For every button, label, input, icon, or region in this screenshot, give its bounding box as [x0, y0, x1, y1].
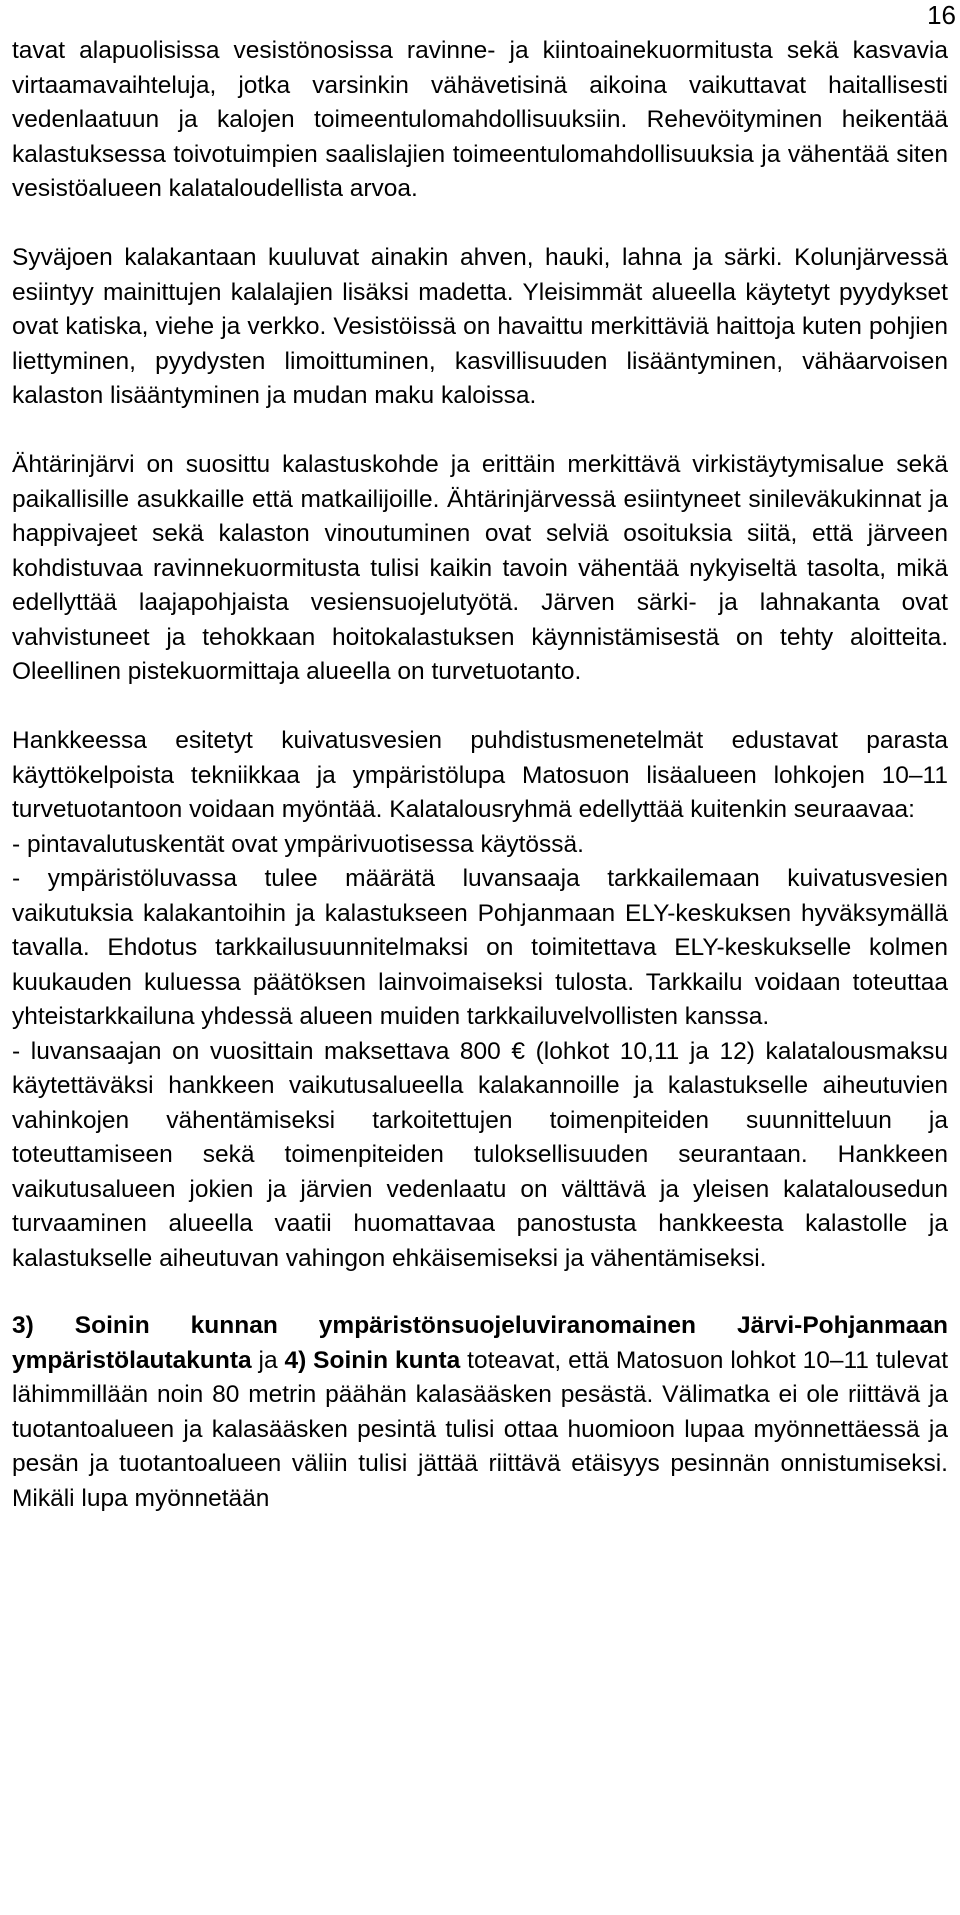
authority-bold-1: 3) Soinin kunnan ympäristönsuojeluviranomainen Järvi-Pohjanmaan ympäristölautakunta [12, 1312, 948, 1374]
paragraph-ahtarinjarvi: Ähtärinjärvi on suosittu kalastuskohde ja erittäin merkittävä virkistäytymisalue sekä paikallisille asukkaille että matkailijoille. Ähtärinjärvessä esiintyneet sinileväkukinnat ja happivajeet sekä kalaston vinoutuminen ovat selviä osoituksia siitä, että järveen kohdistuvaa ravinnekuormitusta tulisi kaikin tavoin vähentää nykyiseltä tasolta, mikä edellyttää laajapohjaista vesiensuojelutyötä. Järven särki- ja lahnakanta ovat vahvistuneet ja tehokkaan hoitokalastuksen käynnistämisestä on tehty aloitteita. Oleellinen pistekuormittaja alueella on turvetuotanto. [12, 451, 948, 685]
paragraph-runoff-impacts: tavat alapuolisissa vesistönosissa ravinne- ja kiintoainekuormitusta sekä kasvavia virtaamavaihteluja, jotka varsinkin vähävetisinä aikoina vaikuttavat haitallisesti vedenlaatuun ja kalojen toimeentulomahdollisuuksiin. Rehevöityminen heikentää kalastuksessa toivotuimpien saalislajien toimeentulomahdollisuuksia ja vähentää siten vesistöalueen kalataloudellista arvoa. [12, 37, 948, 202]
page-number: 16 [927, 0, 956, 30]
list-item-runoff-fields: - pintavalutuskentät ovat ympärivuotisessa käytössä. [12, 830, 584, 858]
authority-bold-2: 4) Soinin kunta [284, 1346, 461, 1374]
list-item-monitoring: - ympäristöluvassa tulee määrätä luvansaaja tarkkailemaan kuivatusvesien vaikutuksia kalakantoihin ja kalastukseen Pohjanmaan ELY-keskuksen hyväksymällä tavalla. Ehdotus tarkkailusuunnitelmaksi on toimitettava ELY-keskukselle kolmen kuukauden kuluessa päätöksen lainvoimaiseksi tulosta. Tarkkailu voidaan toteuttaa yhteistarkkailuna yhdessä alueen muiden tarkkailuvelvollisten kanssa. [12, 865, 948, 1030]
authority-text-1: ja [251, 1346, 285, 1374]
paragraph-environmental-authority [12, 1309, 948, 1516]
list-item-fishery-fee: - luvansaajan on vuosittain maksettava 800 € (lohkot 10,11 ja 12) kalatalousmaksu käytettäväksi hankkeen vaikutusalueella kalakannoille ja kalastukselle aiheutuvien vahinkojen vähentämiseksi tarkoitettujen toimenpiteiden suunnitteluun ja toteuttamiseen sekä toimenpiteiden tuloksellisuuden seurantaan. Hankkeen vaikutusalueen jokien ja järvien vedenlaatu on välttävä ja yleisen kalatalousedun turvaaminen alueella vaatii huomattavaa panostusta hankkeesta kalastolle ja kalastukselle aiheutuvan vahingon ehkäisemiseksi ja vähentämiseksi. [12, 1037, 948, 1272]
document-body [12, 34, 948, 1516]
authority-text-2: toteavat, että Matosuon lohkot 10–11 tulevat lähimmillään noin 80 metrin päähän kalasääsken pesästä. Välimatka ei ole riittävä ja tuotantoalueen ja kalasääsken pesintä tulisi ottaa huomioon lupaa myönnettäessä ja pesän ja tuotantoalueen väliin tulisi jättää riittävä etäisyys pesinnän onnistumiseksi. Mikäli lupa myönnetään [12, 1346, 948, 1512]
paragraph-syvajoki-fish: Syväjoen kalakantaan kuuluvat ainakin ahven, hauki, lahna ja särki. Kolunjärvessä esiintyy mainittujen kalalajien lisäksi madetta. Yleisimmät alueella käytetyt pyydykset ovat katiska, viehe ja verkko. Vesistöissä on havaittu merkittäviä haittoja kuten pohjien liettyminen, pyydysten limoittuminen, kasvillisuuden lisääntyminen, vähäarvoisen kalaston lisääntyminen ja mudan maku kaloissa. [12, 244, 948, 409]
paragraph-fisheries-group: Hankkeessa esitetyt kuivatusvesien puhdistusmenetelmät edustavat parasta käyttökelpoista tekniikkaa ja ympäristölupa Matosuon lisäalueen lohkojen 10–11 turvetuotantoon voidaan myöntää. Kalatalousryhmä edellyttää kuitenkin seuraavaa: [12, 727, 948, 823]
